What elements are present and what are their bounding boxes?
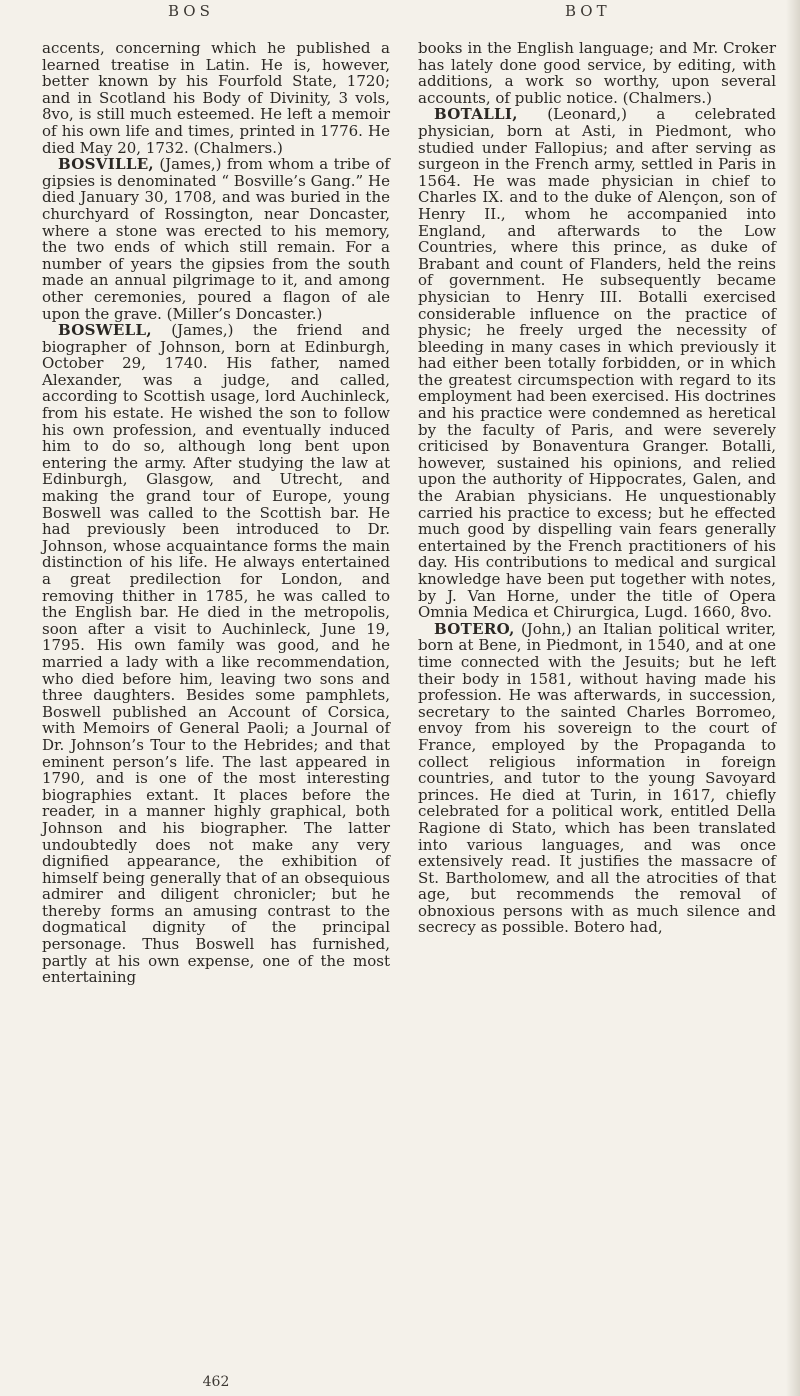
entry-botero (418, 621, 776, 936)
entry-continuation: accents, concerning which he published a learned treatise in Latin. He is, however, better known by his Fourfold State, 1720; and in Scotland his Body of Divinity, 3 vols, 8vo, is still much esteemed. He left a memoir of his own life and times, printed in 1776. He died May 20, 1732. (Chalmers.) (42, 39, 390, 157)
headword: BOSWELL, (58, 321, 152, 340)
running-head-right: BOT (565, 2, 611, 20)
headword: BOTERO, (434, 619, 515, 638)
entry-text: (James,) the friend and biographer of Johnson, born at Edinburgh, October 29, 1740. His father, named Alexander, was a judge, and called, according to Scottish usage, lord Auchinleck, from his estate. He wished the son to follow his own profession, and eventually induced him to do so, although long bent upon entering the army. After studying the law at Edinburgh, Glasgow, and Utrecht, and making the grand tour of Europe, young Boswell was called to the Scottish bar. He had previously been introduced to Dr. Johnson, whose acquaintance forms the main distinction of his life. He always entertained a great predilection for London, and removing thither in 1785, he was called to the English bar. He died in the metropolis, soon after a visit to Auchinleck, June 19, 1795. His own family was good, and he married a lady with a like recommendation, who died before him, leaving two sons and three daughters. Besides some pamphlets, Boswell published an Account of Corsica, with Memoirs of General Paoli; a Journal of Dr. Johnson’s Tour to the Hebrides; and that eminent person’s life. The last appeared in 1790, and is one of the most interesting biographies extant. It places before the reader, in a manner highly graphical, both Johnson and his biographer. The latter undoubtedly does not make any very dignified appearance, the exhibition of himself being generally that of an obsequious admirer and diligent chronicler; but he thereby forms an amusing contrast to the dogmatical dignity of the principal personage. Thus Boswell has furnished, partly at his own expense, one of the most entertaining (42, 321, 390, 987)
entry-text: (John,) an Italian political writer, born at Bene, in Piedmont, in 1540, and at one time connected with the Jesuits; but he left their body in 1581, without having made his profession. He was afterwards, in succession, secretary to the sainted Charles Borromeo, envoy from his sovereign to the court of France, employed by the Propaganda to collect religious information in foreign countries, and tutor to the young Savoyard princes. He died at Turin, in 1617, chiefly celebrated for a political work, entitled Della Ragione di Stato, which has been translated into various languages, and was once extensively read. It justifies the massacre of St. Bartholomew, and all the atrocities of that age, but recommends the removal of obnoxious persons with as much silence and secrecy as possible. Botero had, (418, 619, 776, 937)
running-head-left: BOS (168, 2, 214, 20)
entry-text: (James,) from whom a tribe of gipsies is denominated “ Bosville’s Gang.” He died January 30, 1708, and was buried in the churchyard of Rossington, near Doncaster, where a stone was erected to his memory, the two ends of which still remain. For a number of years the gipsies from the south made an annual pilgrimage to it, and among other ceremonies, poured a flagon of ale upon the grave. (Miller’s Doncaster.) (42, 155, 390, 323)
entry-continuation: books in the English language; and Mr. Croker has lately done good service, by editing, with additions, a work so worthy, upon several accounts, of public notice. (Chalmers.) (418, 39, 776, 107)
entry-bosville (42, 156, 390, 322)
headword: BOSVILLE, (58, 155, 154, 174)
page-number: 462 (202, 1374, 230, 1390)
right-column (418, 40, 776, 936)
entry-boswell (42, 322, 390, 986)
entry-botalli (418, 106, 776, 620)
left-column (42, 40, 390, 986)
headword: BOTALLI, (434, 105, 518, 124)
entry-text: (Leonard,) a celebrated physician, born at Asti, in Piedmont, who studied under Fallopius; and after serving as surgeon in the French army, settled in Paris in 1564. He was made physician in chief to Charles IX. and to the duke of Alençon, son of Henry II., whom he accompanied into England, and afterwards to the Low Countries, where this prince, as duke of Brabant and count of Flanders, held the reins of government. He subsequently became physician to Henry III. Botalli exercised considerable influence on the practice of physic; he freely urged the necessity of bleeding in many cases in which previously it had either been totally forbidden, or in which the greatest circumspection with regard to its employment had been exercised. His doctrines and his practice were condemned as heretical by the faculty of Paris, and were severely criticised by Bonaventura Granger. Botalli, however, sustained his opinions, and relied upon the authority of Hippocrates, Galen, and the Arabian physicians. He unquestionably carried his practice to excess; but he effected much good by dispelling vain fears generally entertained by the French practitioners of his day. His contributions to medical and surgical knowledge have been put together with notes, by J. Van Horne, under the title of Opera Omnia Medica et Chirurgica, Lugd. 1660, 8vo. (418, 105, 776, 622)
page-edge-shadow (786, 0, 800, 1396)
